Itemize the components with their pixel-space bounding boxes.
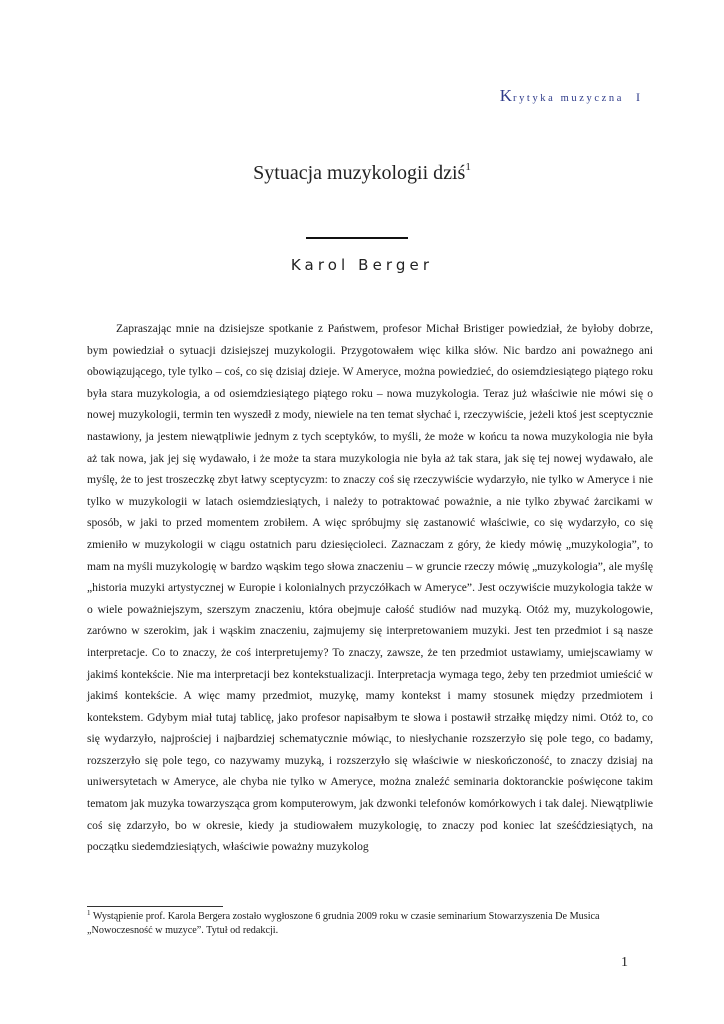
- footnote: [87, 910, 653, 937]
- header-title: rytyka muzyczna: [512, 93, 624, 104]
- footnote-mark: 1: [87, 909, 91, 917]
- footnote-divider: [87, 906, 223, 907]
- title-divider: [306, 237, 408, 239]
- author-name: Karol Berger: [290, 256, 434, 274]
- header-number: I: [636, 90, 640, 104]
- page-title: [0, 162, 724, 185]
- running-header: [500, 86, 640, 106]
- title-footnote-mark[interactable]: 1: [465, 161, 471, 173]
- body-paragraph: Zapraszając mnie na dzisiejsze spotkanie z Państwem, profesor Michał Bristiger powiedział, że byłoby dobrze, bym powiedział o sytuacji dzisiejszej muzykologii. Przygotowałem więc kilka słów. Nic bardzo ani poważnego ani obowiązującego, tyle tylko – coś, co się dzisiaj dzieje. W Ameryce, można powiedzieć, do osiemdziesiątego piątego roku była stara muzykologia, a od osiemdziesiątego piątego roku – nowa muzykologia. Teraz już właściwie nie mówi się o nowej muzykologii, termin ten wyszedł z mody, niewiele na ten temat słychać i, rzeczywiście, jeżeli ktoś jest sceptycznie nastawiony, ja jestem niewątpliwie jednym z tych sceptyków, to myśli, że może w końcu ta nowa muzykologia nie była aż tak nowa, jak jej się wydawało, i że może ta stara muzykologia nie była aż tak stara, jak się tej nowej wydawało, ale myślę, że to jest troszeczkę zbyt łatwy sceptycyzm: to znaczy coś się rzeczywiście wydarzyło, nie tylko w Ameryce i nie tylko w muzykologii w latach osiemdziesiątych, i należy to potraktować poważnie, a nie tylko zbywać żarcikami w sposób, w jaki to przed momentem zrobiłem. A więc spróbujmy się zastanowić właściwie, co się wydarzyło, co się zmieniło w muzykologii w ciągu ostatnich paru dziesięcioleci. Zaznaczam z góry, że kiedy mówię „muzykologia”, to mam na myśli muzykologię w bardzo wąskim tego słowa znaczeniu – w gruncie rzeczy mówię „muzykologia”, ale myślę „historia muzyki artystycznej w Europie i kolonialnych przyczółkach w Ameryce”. Jest oczywiście muzykologia także w o wiele poważniejszym, szerszym znaczeniu, która obejmuje całość studiów nad muzyką. Otóż my, muzykologowie, zarówno w szerokim, jak i wąskim znaczeniu, zajmujemy się interpretowaniem muzyki. Jest ten przedmiot i są nasze interpretacje. Co to znaczy, że coś interpretujemy? To znaczy, zawsze, że ten przedmiot ustawiamy, umiejscawiamy w jakimś kontekście. Nie ma interpretacji bez kontekstualizacji. Interpretacja wymaga tego, żeby ten przedmiot umieścić w jakimś kontekście. A więc mamy przedmiot, muzykę, mamy kontekst i mamy stosunek między przedmiotem i kontekstem. Gdybym miał tutaj tablicę, jako profesor napisałbym te słowa i postawił strzałkę między nimi. Otóż to, co się wydarzyło, najprościej i najbardziej schematycznie mówiąc, to niesłychanie rozszerzyło się pole tego, co badamy, rozszerzyło się pole tego, co nazywamy muzyką, i rozszerzyło się właściwie w nieskończoność, to znaczy dzisiaj na uniwersytetach w Ameryce, ale chyba nie tylko w Ameryce, można znaleźć seminaria doktoranckie poświęcone takim tematom jak muzyka towarzysząca grom komputerowym, jak dzwonki telefonów komórkowych i tak dalej. Niewątpliwie coś się zdarzyło, bo w okresie, kiedy ja studiowałem muzykologię, to znaczy pod koniec lat sześćdziesiątych, na początku siedemdziesiątych, właściwie poważny muzykolog: [87, 322, 653, 854]
- footnote-text: Wystąpienie prof. Karola Bergera zostało wygłoszone 6 grudnia 2009 roku w czasie seminarium Stowarzyszenia De Musica „Nowoczesność w muzyce”. Tytuł od redakcji.: [87, 911, 600, 936]
- header-initial: K: [499, 86, 513, 105]
- page-number: 1: [621, 955, 628, 970]
- title-text: Sytuacja muzykologii dziś: [253, 162, 466, 184]
